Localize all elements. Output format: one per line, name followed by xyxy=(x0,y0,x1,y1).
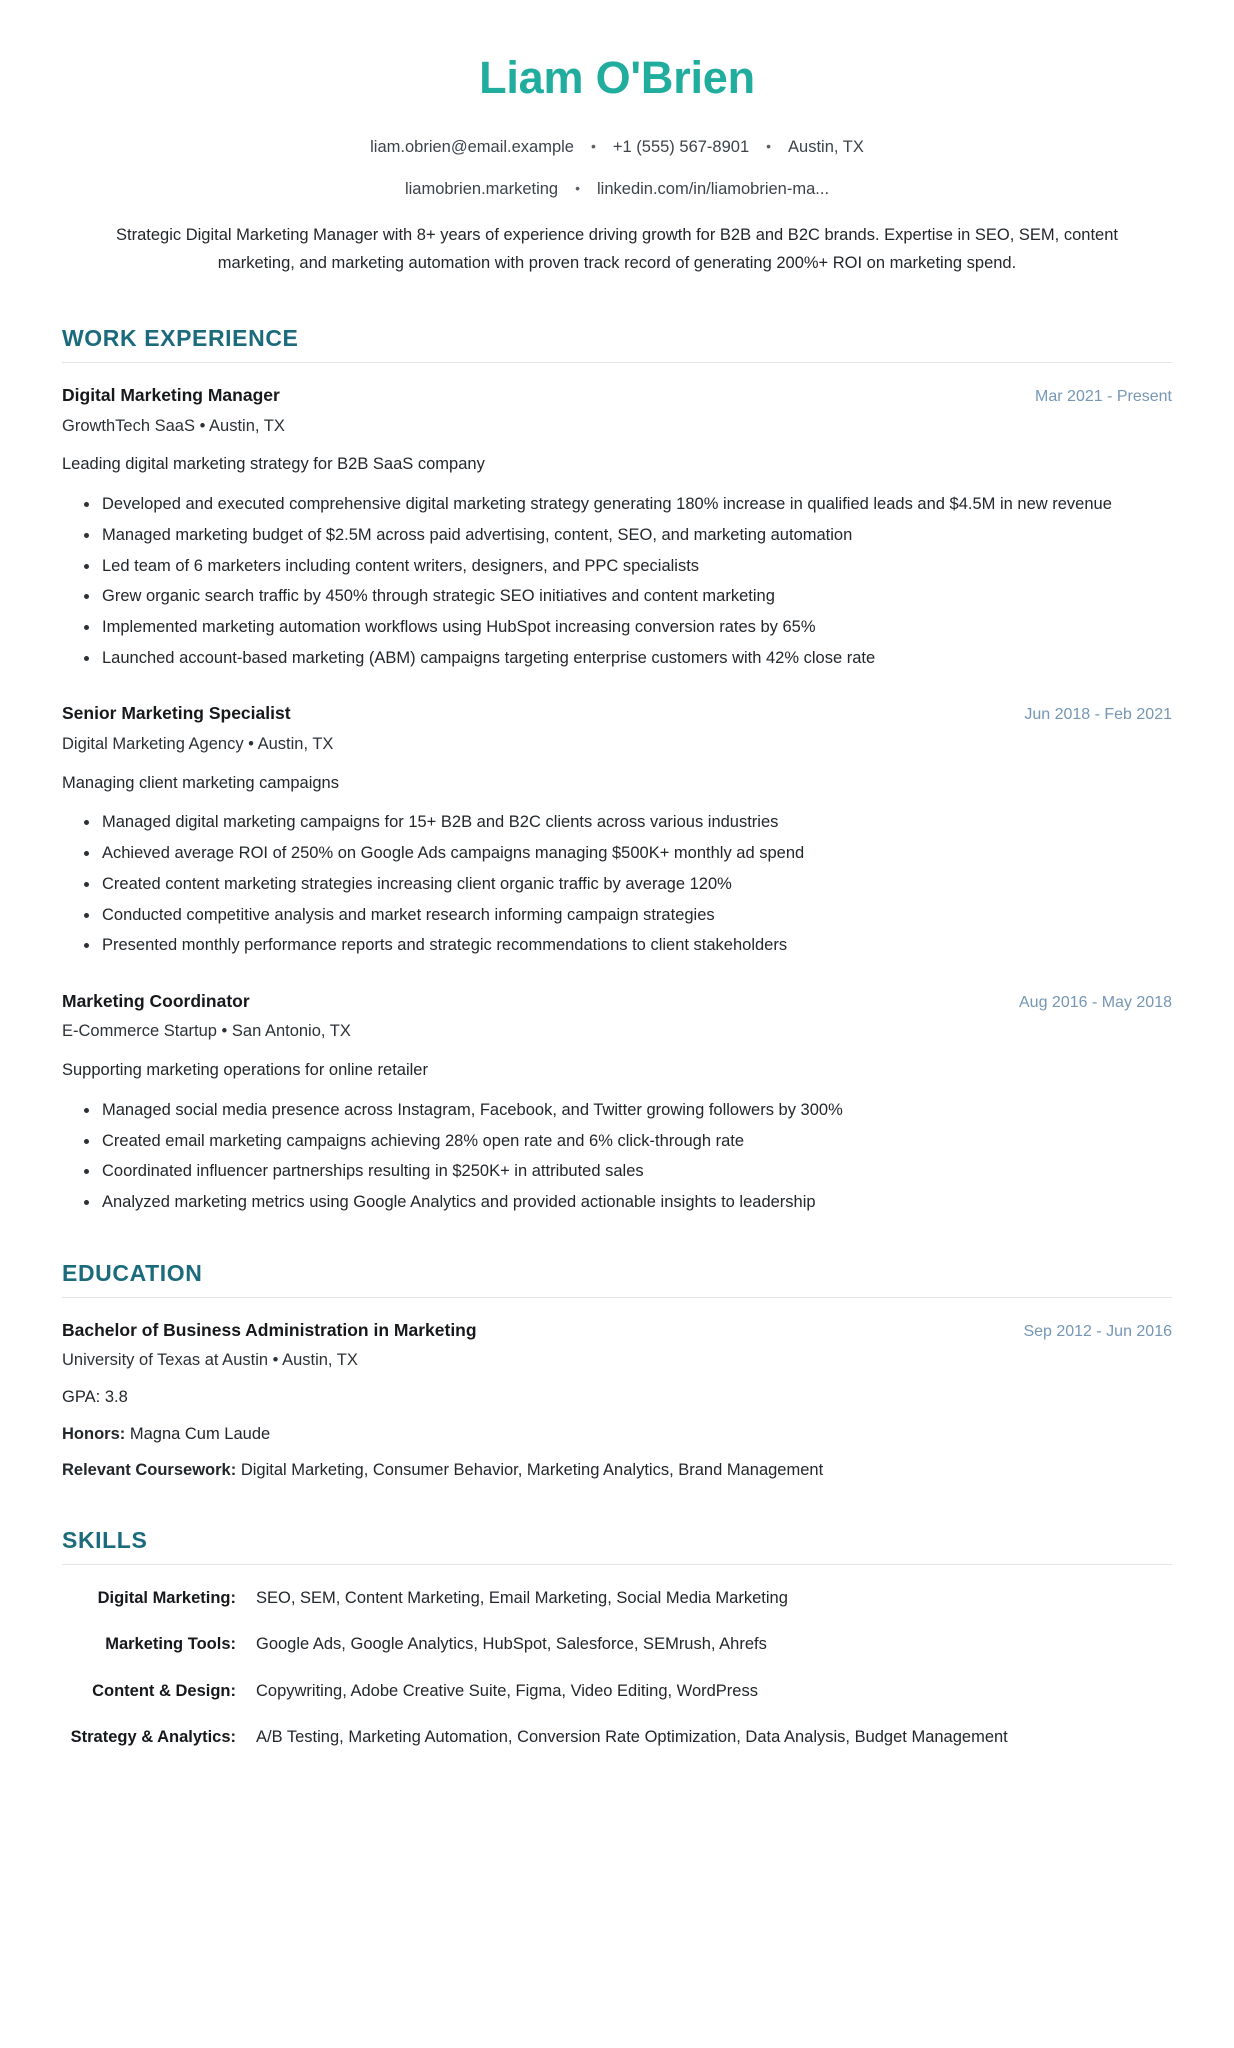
job-bullet: Managed marketing budget of $2.5M across paid advertising, content, SEO, and marketing automation xyxy=(84,522,1172,549)
contact-separator-icon: • xyxy=(590,137,596,154)
section-title-skills: SKILLS xyxy=(62,1527,148,1554)
job-bullet: Presented monthly performance reports and strategic recommendations to client stakeholders xyxy=(84,932,1172,959)
job-title: Senior Marketing Specialist xyxy=(62,703,291,724)
work-entry xyxy=(62,701,1172,958)
professional-summary: Strategic Digital Marketing Manager with 8+ years of experience driving growth for B2B and B2C brands. Expertise in SEO, SEM, content marketing, and marketing automation with proven track record of generating 200%+ ROI on marketing spend. xyxy=(116,225,1118,272)
job-dates: Jun 2018 - Feb 2021 xyxy=(1024,706,1172,724)
contact-line-primary xyxy=(62,134,1172,160)
contact-email[interactable]: liam.obrien@email.example xyxy=(370,137,574,156)
skill-row xyxy=(62,1631,1172,1657)
gpa-label: GPA: xyxy=(62,1387,101,1406)
contact-website[interactable]: liamobrien.marketing xyxy=(404,180,559,199)
coursework-label: Relevant Coursework: xyxy=(62,1461,237,1480)
gpa-value: 3.8 xyxy=(104,1387,128,1406)
job-bullet: Created content marketing strategies increasing client organic traffic by average 120% xyxy=(84,871,1172,898)
job-description: Leading digital marketing strategy for B2B SaaS company xyxy=(62,455,485,474)
work-entry-header xyxy=(62,383,1172,408)
job-bullet: Managed social media presence across Instagram, Facebook, and Twitter growing followers by 300% xyxy=(84,1097,1172,1124)
skill-category-label: Digital Marketing: xyxy=(97,1589,236,1608)
job-bullet: Developed and executed comprehensive digital marketing strategy generating 180% increase in qualified leads and $4.5M in new revenue xyxy=(84,491,1172,518)
job-bullet: Achieved average ROI of 250% on Google Ads campaigns managing $500K+ monthly ad spend xyxy=(84,840,1172,867)
skill-row xyxy=(62,1678,1172,1704)
job-bullet-list xyxy=(62,491,1172,671)
degree-dates: Sep 2012 - Jun 2016 xyxy=(1023,1322,1172,1340)
education-entry-header xyxy=(62,1318,1172,1343)
skill-items: Google Ads, Google Analytics, HubSpot, Salesforce, SEMrush, Ahrefs xyxy=(256,1635,767,1654)
coursework-value: Digital Marketing, Consumer Behavior, Marketing Analytics, Brand Management xyxy=(240,1461,824,1480)
section-divider xyxy=(62,362,1172,363)
section-work-experience xyxy=(62,325,1172,1215)
section-divider xyxy=(62,1297,1172,1298)
skill-items: A/B Testing, Marketing Automation, Conversion Rate Optimization, Data Analysis, Budget Management xyxy=(256,1728,1008,1747)
skill-row xyxy=(62,1585,1172,1611)
education-entry xyxy=(62,1318,1172,1483)
degree-title: Bachelor of Business Administration in Marketing xyxy=(62,1319,477,1340)
contact-linkedin[interactable]: linkedin.com/in/liamobrien-ma... xyxy=(597,180,830,199)
job-bullet: Analyzed marketing metrics using Google Analytics and provided actionable insights to leadership xyxy=(84,1189,1172,1216)
job-bullet: Created email marketing campaigns achieving 28% open rate and 6% click-through rate xyxy=(84,1128,1172,1155)
work-entry xyxy=(62,989,1172,1216)
resume-header xyxy=(62,52,1172,281)
section-education xyxy=(62,1260,1172,1483)
candidate-name: Liam O'Brien xyxy=(479,52,755,103)
job-title: Digital Marketing Manager xyxy=(62,385,280,406)
work-entry xyxy=(62,383,1172,671)
job-bullet-list xyxy=(62,1097,1172,1216)
school-location: University of Texas at Austin • Austin, TX xyxy=(62,1351,358,1370)
skill-items: SEO, SEM, Content Marketing, Email Marketing, Social Media Marketing xyxy=(256,1589,788,1608)
skill-row xyxy=(62,1724,1172,1750)
job-title: Marketing Coordinator xyxy=(62,990,250,1011)
job-bullet: Implemented marketing automation workflows using HubSpot increasing conversion rates by 65% xyxy=(84,614,1172,641)
skill-items: Copywriting, Adobe Creative Suite, Figma, Video Editing, WordPress xyxy=(256,1681,758,1700)
contact-separator-icon: • xyxy=(766,137,772,154)
section-title-education: EDUCATION xyxy=(62,1259,203,1286)
job-company-location: GrowthTech SaaS • Austin, TX xyxy=(62,416,285,435)
job-company-location: Digital Marketing Agency • Austin, TX xyxy=(62,734,334,753)
contact-line-secondary xyxy=(62,176,1172,202)
skill-category-label: Strategy & Analytics: xyxy=(70,1728,236,1747)
coursework-line xyxy=(62,1458,1172,1483)
contact-location: Austin, TX xyxy=(788,137,864,156)
job-bullet: Coordinated influencer partnerships resulting in $250K+ in attributed sales xyxy=(84,1158,1172,1185)
section-skills xyxy=(62,1527,1172,1751)
job-bullet-list xyxy=(62,809,1172,959)
contact-separator-icon: • xyxy=(575,180,581,197)
job-dates: Aug 2016 - May 2018 xyxy=(1019,993,1172,1011)
skill-category-label: Content & Design: xyxy=(92,1681,236,1700)
contact-phone[interactable]: +1 (555) 567-8901 xyxy=(612,137,750,156)
job-bullet: Grew organic search traffic by 450% through strategic SEO initiatives and content marketing xyxy=(84,583,1172,610)
job-description: Managing client marketing campaigns xyxy=(62,773,339,792)
work-entry-header xyxy=(62,989,1172,1014)
job-bullet: Led team of 6 marketers including content writers, designers, and PPC specialists xyxy=(84,553,1172,580)
honors-line xyxy=(62,1422,1172,1447)
skill-category-label: Marketing Tools: xyxy=(105,1635,236,1654)
honors-value: Magna Cum Laude xyxy=(129,1424,271,1443)
honors-label: Honors: xyxy=(62,1424,126,1443)
section-divider xyxy=(62,1564,1172,1565)
job-bullet: Conducted competitive analysis and market research informing campaign strategies xyxy=(84,902,1172,929)
job-dates: Mar 2021 - Present xyxy=(1035,388,1172,406)
gpa-line xyxy=(62,1385,1172,1410)
work-entry-header xyxy=(62,701,1172,726)
job-bullet: Managed digital marketing campaigns for 15+ B2B and B2C clients across various industries xyxy=(84,809,1172,836)
job-bullet: Launched account-based marketing (ABM) campaigns targeting enterprise customers with 42% close rate xyxy=(84,645,1172,672)
job-company-location: E-Commerce Startup • San Antonio, TX xyxy=(62,1022,351,1041)
job-description: Supporting marketing operations for online retailer xyxy=(62,1061,428,1080)
section-title-work-experience: WORK EXPERIENCE xyxy=(62,325,299,352)
